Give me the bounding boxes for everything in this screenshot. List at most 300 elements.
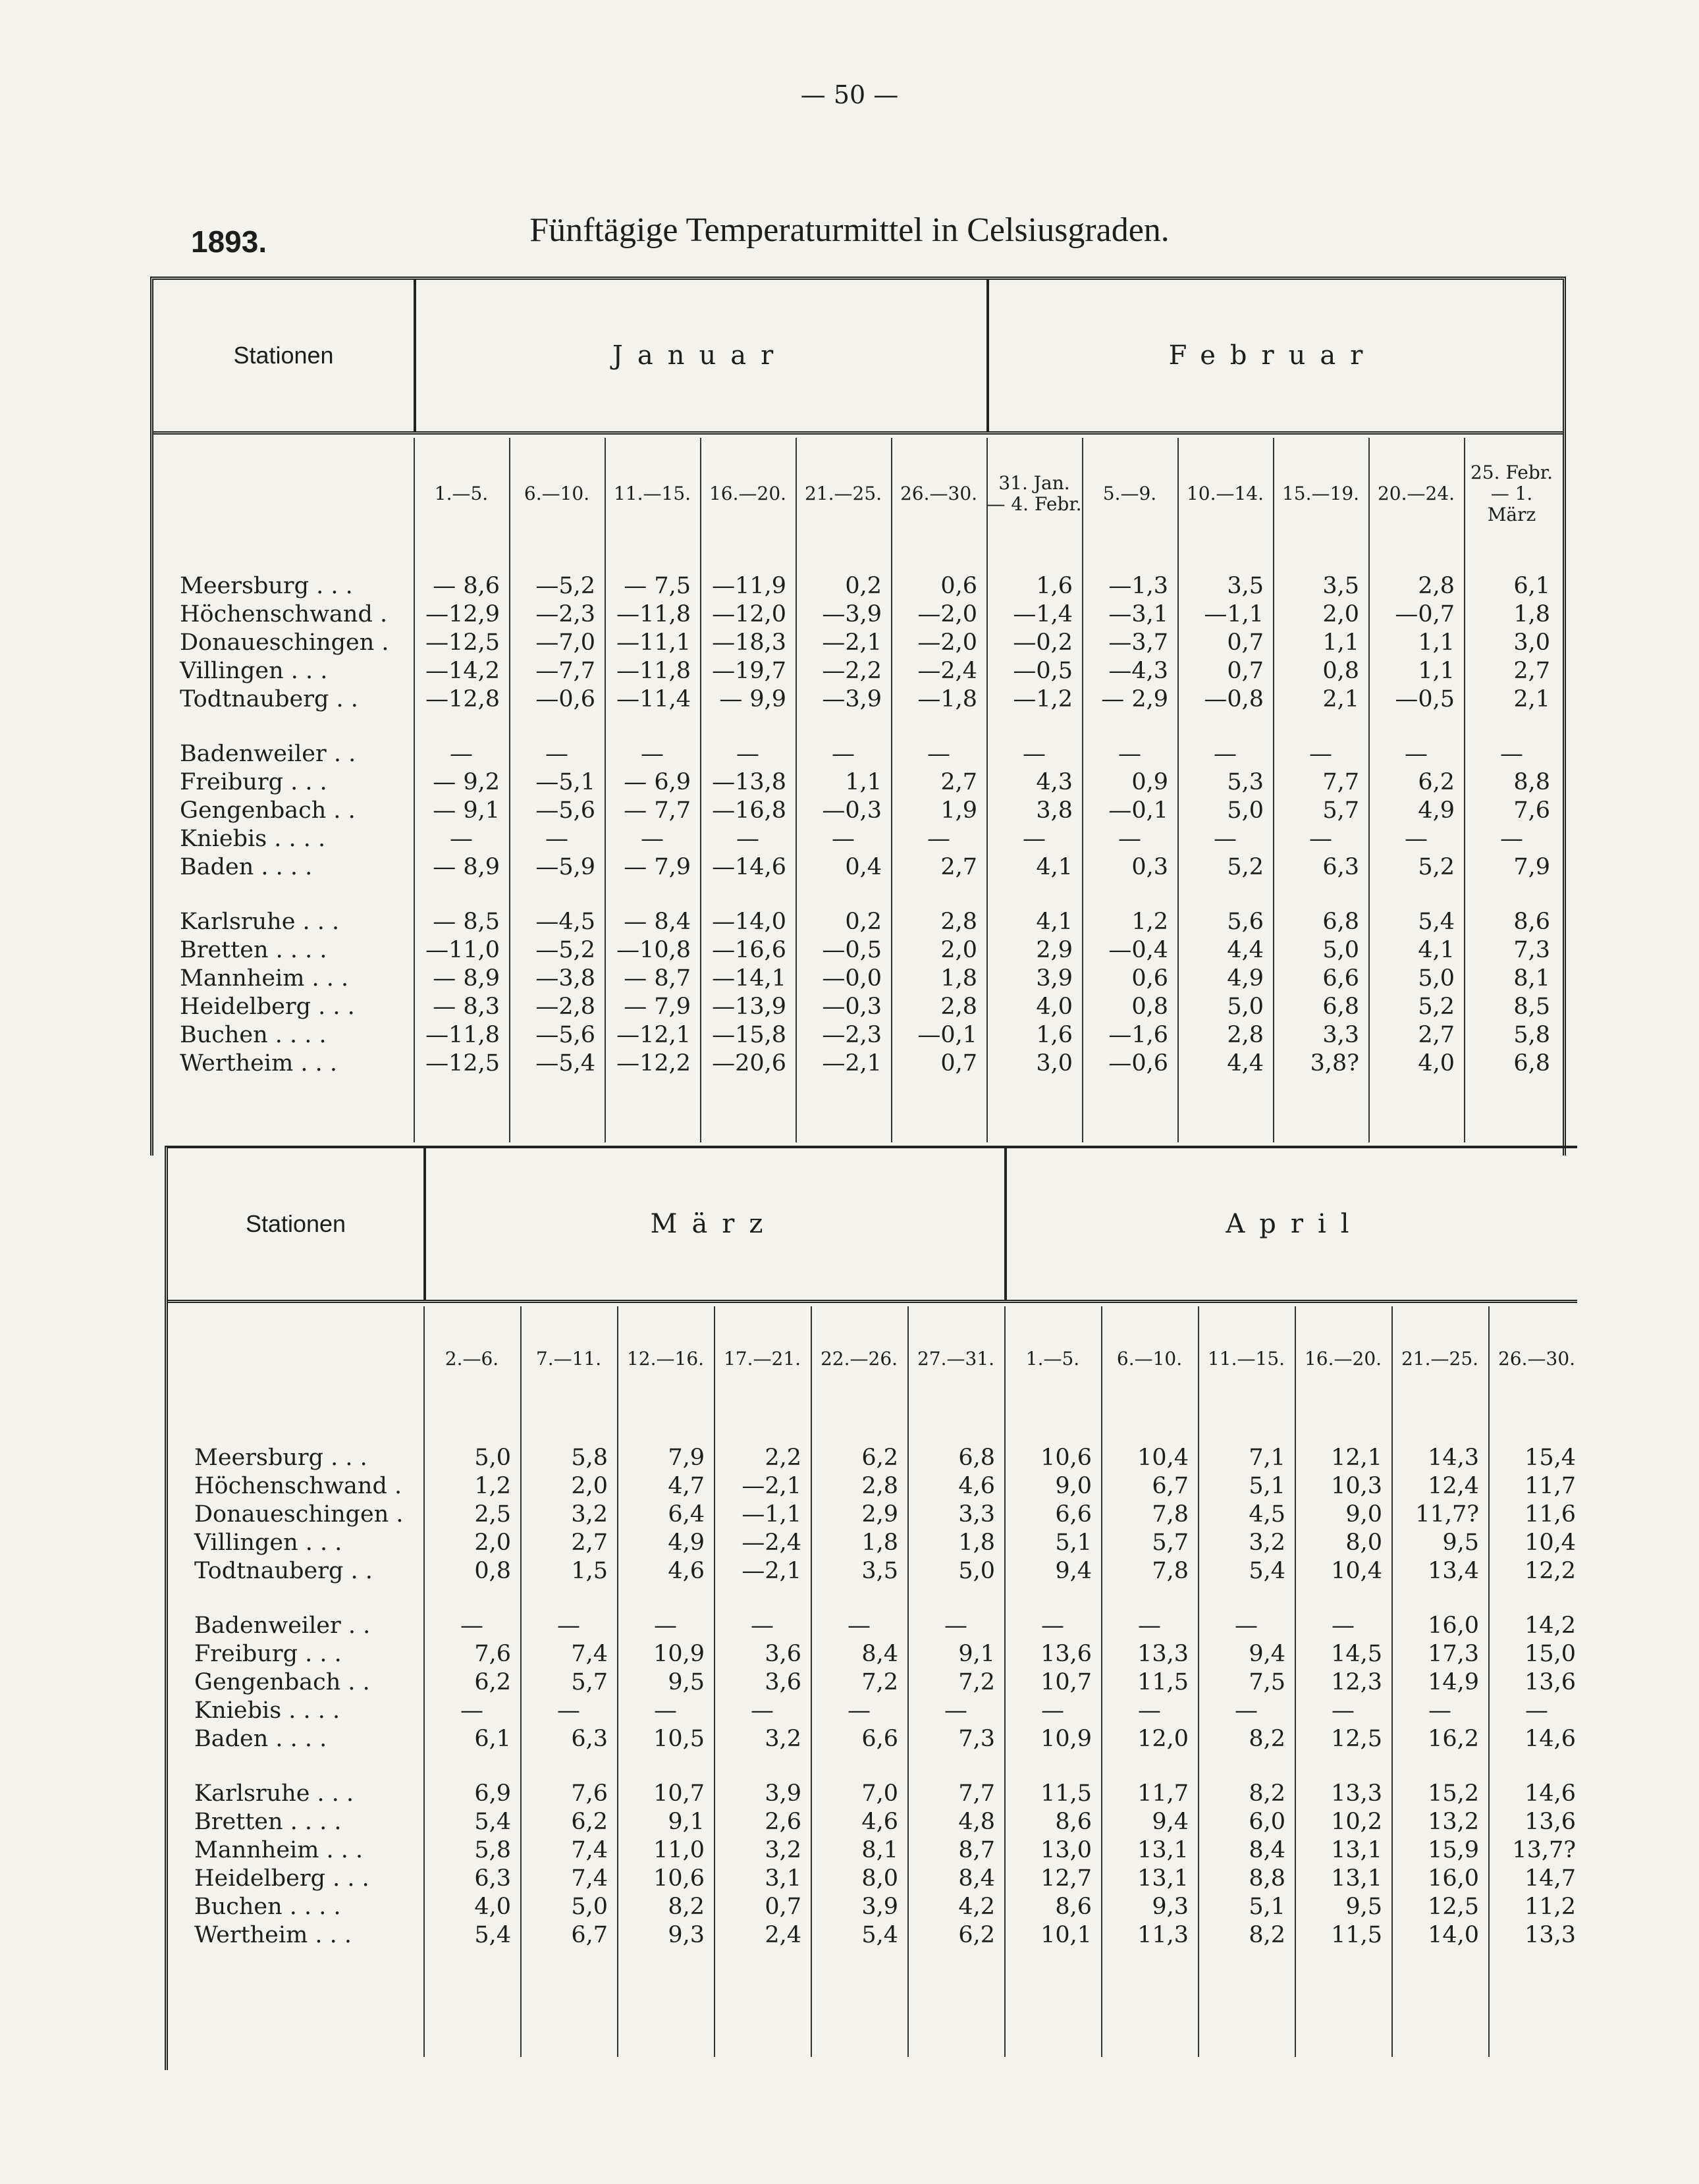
temperature-value: 3,6 — [765, 1669, 801, 1695]
temperature-value: 0,6 — [1131, 965, 1168, 992]
temperature-value: 12,7 — [1040, 1865, 1092, 1892]
temperature-value: — — [654, 1612, 677, 1639]
temperature-value: —3,1 — [1108, 601, 1168, 627]
temperature-value: —0,7 — [1395, 601, 1455, 627]
temperature-value: 3,9 — [765, 1780, 801, 1807]
header-divider — [414, 280, 416, 431]
temperature-value: — 8,9 — [433, 854, 500, 880]
temperature-value: 1,9 — [940, 797, 977, 824]
temperature-value: 1,1 — [1322, 629, 1359, 656]
temperature-value: — — [751, 1612, 774, 1639]
temperature-value: 17,3 — [1428, 1641, 1479, 1667]
month-header-2: Februar — [1168, 340, 1378, 371]
temperature-value: 5,4 — [1249, 1558, 1285, 1584]
temperature-value: 2,8 — [1418, 573, 1455, 599]
temperature-value: 13,6 — [1040, 1641, 1092, 1667]
temperature-value: 5,7 — [1152, 1530, 1189, 1556]
temperature-value: — — [1235, 1612, 1258, 1639]
temperature-value: — — [1525, 1697, 1548, 1724]
column-header: 12.—16. — [626, 1347, 705, 1370]
temperature-value: — — [832, 826, 855, 852]
temperature-value: 2,7 — [571, 1530, 608, 1556]
temperature-value: —1,8 — [917, 686, 977, 712]
temperature-value: —1,6 — [1108, 1022, 1168, 1048]
temperature-value: 3,3 — [1322, 1022, 1359, 1048]
page-number: — 50 — — [800, 80, 899, 109]
column-header: 25. Febr. — 1. März — [1470, 461, 1553, 526]
temperature-value: 2,7 — [940, 769, 977, 795]
temperature-value: 4,0 — [1036, 994, 1073, 1020]
temperature-value: —2,1 — [822, 629, 882, 656]
temperature-value: —2,0 — [917, 629, 977, 656]
temperature-value: 4,6 — [668, 1558, 705, 1584]
temperature-value: — 9,1 — [433, 797, 500, 824]
month-header-1: März — [650, 1209, 778, 1239]
temperature-value: 13,0 — [1040, 1837, 1092, 1863]
table-row — [153, 909, 1563, 937]
stations-header: Stationen — [233, 342, 334, 369]
temperature-value: —2,3 — [535, 601, 595, 627]
temperature-value: 3,5 — [1322, 573, 1359, 599]
temperature-value: 2,8 — [1227, 1022, 1264, 1048]
table-row — [153, 994, 1563, 1022]
temperature-value: 0,6 — [940, 573, 977, 599]
temperature-value: 5,8 — [474, 1837, 511, 1863]
temperature-value: — 8,4 — [624, 909, 691, 935]
temperature-value: 10,4 — [1137, 1445, 1189, 1471]
table-row — [168, 1726, 1577, 1754]
temperature-value: —11,1 — [616, 629, 691, 656]
temperature-value: 5,2 — [1227, 854, 1264, 880]
temperature-value: 8,1 — [1513, 965, 1550, 992]
temperature-value: —11,8 — [616, 601, 691, 627]
temperature-value: 0,7 — [1227, 629, 1264, 656]
temperature-value: 13,1 — [1331, 1837, 1382, 1863]
station-name: Gengenbach . . — [194, 1669, 370, 1695]
temperature-value: —1,2 — [1013, 686, 1073, 712]
temperature-value: 10,9 — [653, 1641, 705, 1667]
temperature-value: 4,0 — [1418, 1050, 1455, 1077]
temperature-value: 7,4 — [571, 1837, 608, 1863]
station-name: Bretten . . . . — [194, 1809, 342, 1835]
temperature-value: — — [1309, 741, 1332, 767]
temperature-value: 10,2 — [1331, 1809, 1382, 1835]
temperature-value: —5,2 — [535, 937, 595, 963]
temperature-value: 7,4 — [571, 1641, 608, 1667]
temperature-value: 12,3 — [1331, 1669, 1382, 1695]
temperature-value: 3,2 — [765, 1726, 801, 1752]
temperature-value: 6,2 — [1418, 769, 1455, 795]
temperature-value: 13,3 — [1524, 1922, 1576, 1948]
temperature-value: 10,5 — [653, 1726, 705, 1752]
temperature-value: —0,5 — [822, 937, 882, 963]
temperature-value: — — [1405, 741, 1428, 767]
temperature-value: — — [460, 1697, 483, 1724]
temperature-value: 11,5 — [1137, 1669, 1189, 1695]
temperature-value: 12,5 — [1428, 1894, 1479, 1920]
temperature-value: 7,0 — [861, 1780, 898, 1807]
station-name: Freiburg . . . — [180, 769, 327, 795]
stations-header: Stationen — [245, 1210, 346, 1237]
temperature-value: 2,0 — [1322, 601, 1359, 627]
temperature-value: — — [557, 1612, 580, 1639]
column-header: 6.—10. — [1116, 1347, 1183, 1370]
column-header: 31. Jan. — 4. Febr. — [986, 471, 1082, 515]
station-name: Todtnauberg . . — [180, 686, 358, 712]
temperature-value: — — [545, 826, 568, 852]
temperature-value: —11,9 — [712, 573, 786, 599]
temperature-value: — — [1214, 741, 1237, 767]
temperature-value: 10,9 — [1040, 1726, 1092, 1752]
column-header: 21.—25. — [1401, 1347, 1479, 1370]
temperature-value: 9,3 — [1152, 1894, 1189, 1920]
temperature-value: — 7,9 — [624, 994, 691, 1020]
temperature-value: — 2,9 — [1101, 686, 1168, 712]
temperature-value: 4,4 — [1227, 1050, 1264, 1077]
table-row — [168, 1501, 1577, 1530]
temperature-value: —3,9 — [822, 601, 882, 627]
temperature-value: —14,0 — [712, 909, 786, 935]
temperature-value: 4,7 — [668, 1473, 705, 1499]
header-divider — [1004, 1148, 1007, 1300]
temperature-value: —1,1 — [1204, 601, 1264, 627]
station-name: Badenweiler . . — [194, 1612, 371, 1639]
column-header: 6.—10. — [524, 482, 590, 504]
temperature-value: —13,9 — [712, 994, 786, 1020]
temperature-value: 4,1 — [1036, 909, 1073, 935]
table-row — [153, 797, 1563, 826]
temperature-value: 16,2 — [1428, 1726, 1479, 1752]
temperature-value: 0,8 — [1131, 994, 1168, 1020]
column-header: 11.—15. — [613, 482, 691, 504]
temperature-value: —0,0 — [822, 965, 882, 992]
temperature-value: 14,6 — [1524, 1726, 1576, 1752]
temperature-value: —18,3 — [712, 629, 786, 656]
temperature-value: 1,6 — [1036, 573, 1073, 599]
temperature-value: 11,5 — [1040, 1780, 1092, 1807]
temperature-value: 2,8 — [861, 1473, 898, 1499]
temperature-value: 11,6 — [1524, 1501, 1576, 1528]
station-name: Villingen . . . — [194, 1530, 342, 1556]
temperature-value: 10,7 — [1040, 1669, 1092, 1695]
temperature-value: — — [927, 826, 950, 852]
temperature-value: 1,8 — [1513, 601, 1550, 627]
station-name: Höchenschwand . — [194, 1473, 402, 1499]
temperature-value: 16,0 — [1428, 1865, 1479, 1892]
temperature-value: 13,6 — [1524, 1669, 1576, 1695]
temperature-value: 5,0 — [571, 1894, 608, 1920]
table-row — [153, 573, 1563, 601]
temperature-value: 7,2 — [958, 1669, 995, 1695]
table-row — [153, 741, 1563, 769]
temperature-value: 9,5 — [668, 1669, 705, 1695]
station-name: Meersburg . . . — [194, 1445, 367, 1471]
column-header: 1.—5. — [434, 482, 489, 504]
temperature-value: 5,7 — [571, 1669, 608, 1695]
temperature-value: — 9,2 — [433, 769, 500, 795]
temperature-value: 6,3 — [571, 1726, 608, 1752]
temperature-value: 10,1 — [1040, 1922, 1092, 1948]
temperature-value: 5,4 — [474, 1922, 511, 1948]
temperature-value: — — [832, 741, 855, 767]
temperature-value: — — [1405, 826, 1428, 852]
temperature-value: 8,8 — [1249, 1865, 1285, 1892]
temperature-value: 5,0 — [1322, 937, 1359, 963]
temperature-value: 0,7 — [940, 1050, 977, 1077]
temperature-value: 14,6 — [1524, 1780, 1576, 1807]
table-row — [168, 1837, 1577, 1865]
temperature-value: 9,1 — [958, 1641, 995, 1667]
temperature-value: 6,1 — [474, 1726, 511, 1752]
temperature-value: 13,3 — [1137, 1641, 1189, 1667]
temperature-value: 13,1 — [1137, 1837, 1189, 1863]
temperature-value: 7,5 — [1249, 1669, 1285, 1695]
temperature-value: 1,2 — [1131, 909, 1168, 935]
temperature-value: 4,9 — [1227, 965, 1264, 992]
table-row — [153, 686, 1563, 714]
temperature-value: 8,4 — [958, 1865, 995, 1892]
table-row — [168, 1865, 1577, 1894]
temperature-value: 0,8 — [1322, 658, 1359, 684]
temperature-value: 9,5 — [1442, 1530, 1479, 1556]
temperature-value: — — [848, 1612, 871, 1639]
temperature-value: 2,7 — [1418, 1022, 1455, 1048]
temperature-value: 11,5 — [1331, 1922, 1382, 1948]
temperature-value: 3,5 — [1227, 573, 1264, 599]
temperature-value: 6,2 — [571, 1809, 608, 1835]
temperature-value: 6,7 — [571, 1922, 608, 1948]
temperature-value: 6,8 — [958, 1445, 995, 1471]
month-header-2: April — [1226, 1209, 1364, 1239]
temperature-value: — — [641, 826, 664, 852]
station-name: Höchenschwand . — [180, 601, 388, 627]
temperature-value: —0,8 — [1204, 686, 1264, 712]
station-name: Wertheim . . . — [194, 1922, 352, 1948]
temperature-value: 6,9 — [474, 1780, 511, 1807]
station-name: Freiburg . . . — [194, 1641, 342, 1667]
temperature-value: — — [1235, 1697, 1258, 1724]
temperature-value: 5,1 — [1055, 1530, 1092, 1556]
temperature-value: 8,0 — [1345, 1530, 1382, 1556]
temperature-value: 8,2 — [1249, 1780, 1285, 1807]
temperature-value: 6,6 — [1322, 965, 1359, 992]
temperature-value: —0,4 — [1108, 937, 1168, 963]
temperature-value: 13,1 — [1331, 1865, 1382, 1892]
temperature-value: 6,4 — [668, 1501, 705, 1528]
temperature-value: 10,3 — [1331, 1473, 1382, 1499]
temperature-value: —13,8 — [712, 769, 786, 795]
temperature-value: 7,6 — [1513, 797, 1550, 824]
temperature-value: —3,8 — [535, 965, 595, 992]
temperature-value: — 9,9 — [719, 686, 786, 712]
column-header: 22.—26. — [820, 1347, 898, 1370]
temperature-value: 5,7 — [1322, 797, 1359, 824]
temperature-value: —14,2 — [425, 658, 500, 684]
temperature-value: 4,9 — [668, 1530, 705, 1556]
table-row — [168, 1473, 1577, 1501]
temperature-value: —1,3 — [1108, 573, 1168, 599]
column-header: 16.—20. — [709, 482, 787, 504]
temperature-value: 3,2 — [765, 1837, 801, 1863]
station-name: Donaueschingen . — [180, 629, 389, 656]
year-label: 1893. — [191, 225, 267, 259]
temperature-value: —5,4 — [535, 1050, 595, 1077]
temperature-value: 8,4 — [861, 1641, 898, 1667]
temperature-value: 6,0 — [1249, 1809, 1285, 1835]
table-march-april — [165, 1146, 1577, 2070]
table-row — [168, 1445, 1577, 1473]
temperature-value: —2,1 — [742, 1473, 801, 1499]
temperature-value: 7,4 — [571, 1865, 608, 1892]
table-row — [153, 965, 1563, 994]
temperature-value: 7,3 — [958, 1726, 995, 1752]
temperature-value: —5,1 — [535, 769, 595, 795]
temperature-value: 4,6 — [861, 1809, 898, 1835]
temperature-value: 10,7 — [653, 1780, 705, 1807]
temperature-value: —19,7 — [712, 658, 786, 684]
temperature-value: 0,2 — [845, 909, 882, 935]
temperature-value: —5,6 — [535, 1022, 595, 1048]
column-header: 10.—14. — [1186, 482, 1264, 504]
column-header: 26.—30. — [900, 482, 978, 504]
station-name: Wertheim . . . — [180, 1050, 338, 1077]
temperature-value: —2,4 — [917, 658, 977, 684]
column-header: 11.—15. — [1207, 1347, 1285, 1370]
temperature-value: —2,8 — [535, 994, 595, 1020]
temperature-value: 10,4 — [1331, 1558, 1382, 1584]
month-header-1: Januar — [612, 340, 788, 371]
station-name: Donaueschingen . — [194, 1501, 404, 1528]
temperature-value: 11,7 — [1524, 1473, 1576, 1499]
temperature-value: 6,8 — [1322, 994, 1359, 1020]
temperature-value: 5,1 — [1249, 1473, 1285, 1499]
temperature-value: — — [1138, 1612, 1161, 1639]
temperature-value: 3,0 — [1513, 629, 1550, 656]
temperature-value: 11,3 — [1137, 1922, 1189, 1948]
station-name: Heidelberg . . . — [194, 1865, 369, 1892]
temperature-value: 3,5 — [861, 1558, 898, 1584]
temperature-value: 7,6 — [571, 1780, 608, 1807]
table-row — [168, 1922, 1577, 1950]
temperature-value: —15,8 — [712, 1022, 786, 1048]
temperature-value: 3,1 — [765, 1865, 801, 1892]
temperature-value: 6,6 — [861, 1726, 898, 1752]
temperature-value: 12,2 — [1524, 1558, 1576, 1584]
temperature-value: 4,5 — [1249, 1501, 1285, 1528]
temperature-value: —2,1 — [742, 1558, 801, 1584]
table-row — [153, 826, 1563, 854]
station-name: Baden . . . . — [194, 1726, 327, 1752]
temperature-value: — — [1214, 826, 1237, 852]
temperature-value: 4,4 — [1227, 937, 1264, 963]
temperature-value: 3,6 — [765, 1641, 801, 1667]
temperature-value: 10,6 — [653, 1865, 705, 1892]
table-row — [168, 1558, 1577, 1586]
temperature-value: — — [1500, 826, 1523, 852]
station-name: Todtnauberg . . — [194, 1558, 373, 1584]
temperature-value: 13,1 — [1137, 1865, 1189, 1892]
temperature-value: —10,8 — [616, 937, 691, 963]
temperature-value: —12,0 — [712, 601, 786, 627]
temperature-value: 2,8 — [940, 909, 977, 935]
temperature-value: 4,6 — [958, 1473, 995, 1499]
temperature-value: —11,8 — [425, 1022, 500, 1048]
station-name: Mannheim . . . — [180, 965, 349, 992]
temperature-value: — 8,6 — [433, 573, 500, 599]
table-row — [168, 1894, 1577, 1922]
temperature-value: 14,7 — [1524, 1865, 1576, 1892]
temperature-value: —0,3 — [822, 994, 882, 1020]
temperature-value: —12,1 — [616, 1022, 691, 1048]
table-row — [153, 629, 1563, 658]
station-name: Badenweiler . . — [180, 741, 356, 767]
temperature-value: — — [927, 741, 950, 767]
temperature-value: 8,6 — [1055, 1894, 1092, 1920]
temperature-value: 8,4 — [1249, 1837, 1285, 1863]
temperature-value: 6,6 — [1055, 1501, 1092, 1528]
temperature-value: 9,5 — [1345, 1894, 1382, 1920]
temperature-value: —14,6 — [712, 854, 786, 880]
table-row — [168, 1530, 1577, 1558]
temperature-value: 2,9 — [861, 1501, 898, 1528]
temperature-value: —3,9 — [822, 686, 882, 712]
temperature-value: 1,6 — [1036, 1022, 1073, 1048]
temperature-value: —0,3 — [822, 797, 882, 824]
temperature-value: — 8,9 — [433, 965, 500, 992]
temperature-value: — — [736, 741, 759, 767]
temperature-value: — — [751, 1697, 774, 1724]
temperature-value: 0,2 — [845, 573, 882, 599]
temperature-value: 11,7 — [1137, 1780, 1189, 1807]
temperature-value: —1,4 — [1013, 601, 1073, 627]
temperature-value: 5,2 — [1418, 994, 1455, 1020]
temperature-value: 7,8 — [1152, 1501, 1189, 1528]
temperature-value: — — [1332, 1612, 1355, 1639]
temperature-value: 0,4 — [845, 854, 882, 880]
temperature-value: —0,2 — [1013, 629, 1073, 656]
temperature-value: 1,8 — [940, 965, 977, 992]
temperature-value: — 7,9 — [624, 854, 691, 880]
temperature-value: 15,2 — [1428, 1780, 1479, 1807]
temperature-value: —12,5 — [425, 629, 500, 656]
temperature-value: 6,7 — [1152, 1473, 1189, 1499]
temperature-value: 14,0 — [1428, 1922, 1479, 1948]
temperature-value: 7,7 — [1322, 769, 1359, 795]
temperature-value: 13,2 — [1428, 1809, 1479, 1835]
temperature-value: 4,9 — [1418, 797, 1455, 824]
temperature-value: 0,9 — [1131, 769, 1168, 795]
temperature-value: — — [450, 741, 473, 767]
temperature-value: 15,9 — [1428, 1837, 1479, 1863]
temperature-value: 2,9 — [1036, 937, 1073, 963]
temperature-value: 3,8 — [1036, 797, 1073, 824]
temperature-value: — — [944, 1697, 967, 1724]
temperature-value: 8,0 — [861, 1865, 898, 1892]
temperature-value: 9,4 — [1055, 1558, 1092, 1584]
temperature-value: 9,4 — [1152, 1809, 1189, 1835]
temperature-value: — — [1023, 741, 1046, 767]
temperature-value: —12,8 — [425, 686, 500, 712]
temperature-value: 2,4 — [765, 1922, 801, 1948]
temperature-value: —11,8 — [616, 658, 691, 684]
temperature-value: 9,0 — [1345, 1501, 1382, 1528]
temperature-value: 0,3 — [1131, 854, 1168, 880]
station-name: Kniebis . . . . — [194, 1697, 340, 1724]
temperature-value: —20,6 — [712, 1050, 786, 1077]
temperature-value: 5,1 — [1249, 1894, 1285, 1920]
temperature-value: 2,1 — [1322, 686, 1359, 712]
temperature-value: — — [1118, 826, 1141, 852]
